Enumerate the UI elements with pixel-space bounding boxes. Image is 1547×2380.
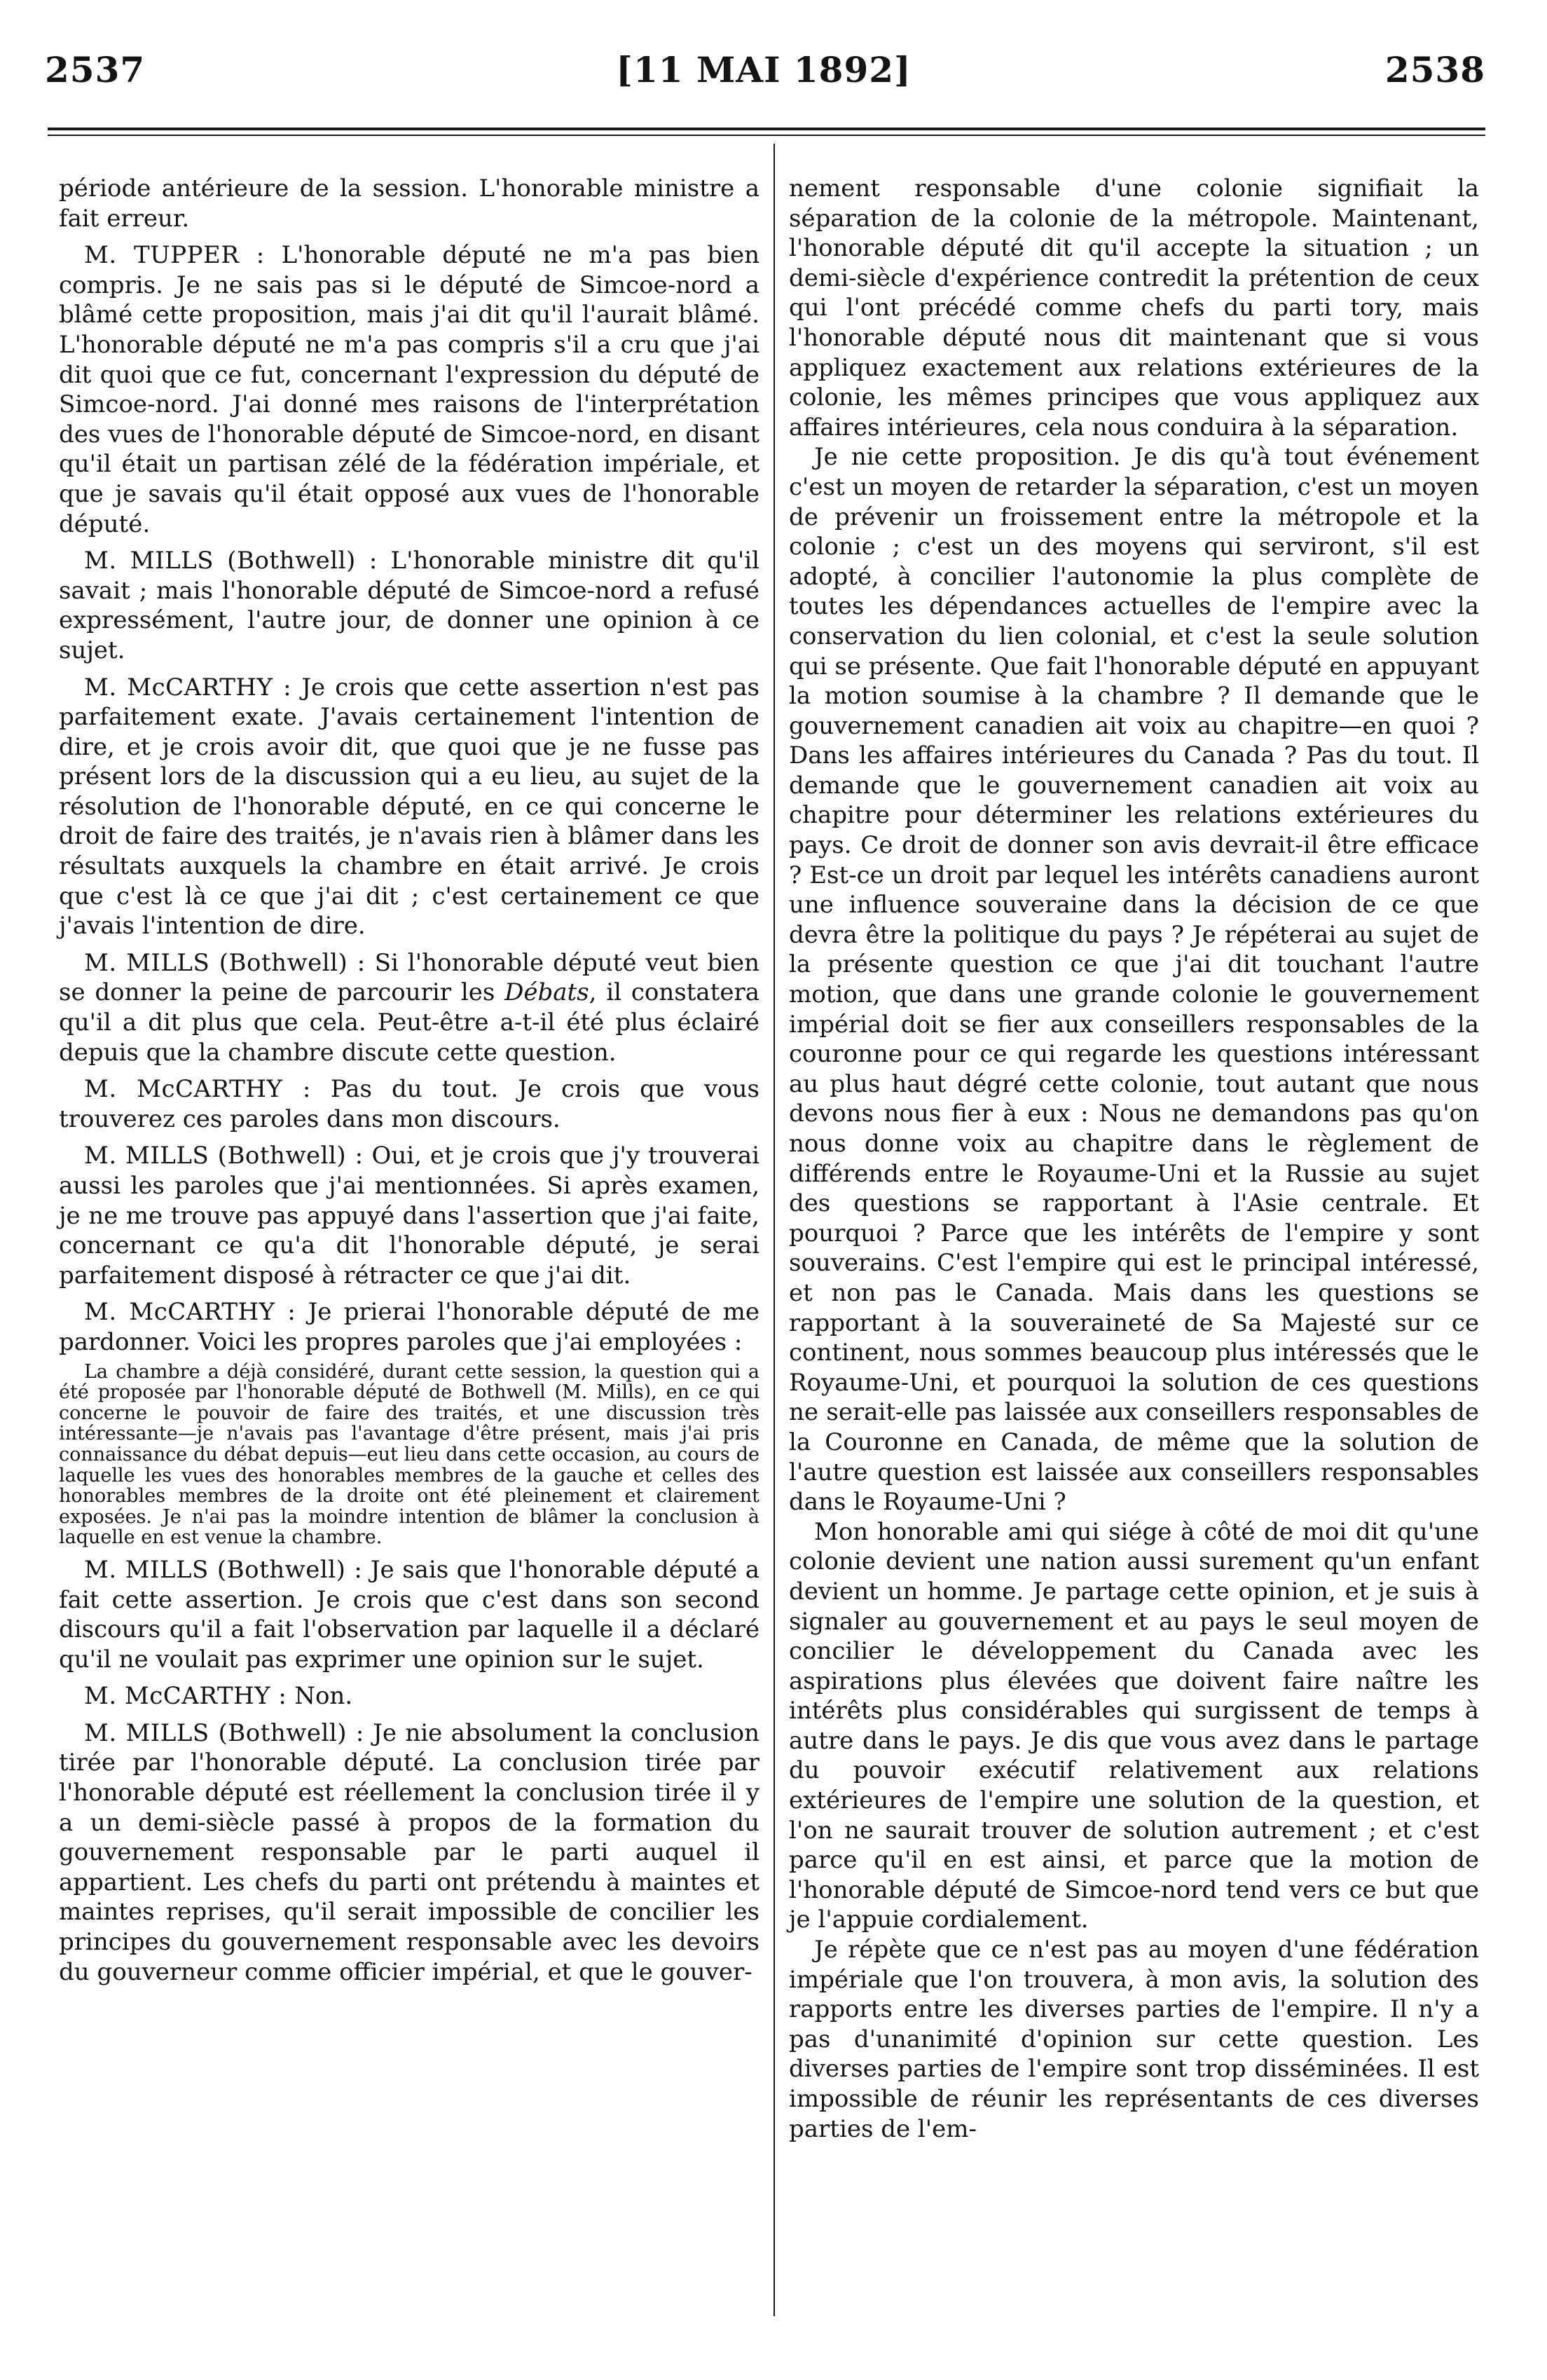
- speaker-name: M. McCARTHY :: [84, 1298, 296, 1327]
- speech-text: L'honorable ministre dit qu'il savait ; mais l'honorable député de Simcoe-nord a refusé expressément, l'autre jour, de donner une opinion à ce sujet.: [59, 547, 759, 664]
- speech-paragraph: [59, 1718, 759, 1987]
- speech-paragraph: [59, 1074, 759, 1134]
- speech-paragraph: [59, 948, 759, 1067]
- speech-text: Si l'honorable député veut bien se donner la peine de parcourir les: [59, 948, 759, 1007]
- speech-paragraph: [59, 1297, 759, 1357]
- speaker-name: M. MILLS (Bothwell) :: [84, 547, 378, 575]
- header-rule-thin: [48, 135, 1485, 136]
- paragraph: Je répète que ce n'est pas au moyen d'une fédération impériale que l'on trouvera, à mon avis, la solution des rapports entre les diverses parties de l'empire. Il n'y a pas d'unanimité d'opinion sur cette question. Les diverses parties de l'empire sont trop disséminées. Il est impossible de réunir les représentants de ces diverses parties de l'em-: [789, 1936, 1479, 2143]
- speech-paragraph: [59, 1555, 759, 1674]
- speech-text: Oui, et je crois que j'y trouverai aussi les paroles que j'ai mentionnées. Si après examen, je ne me trouve pas appuyé dans l'assertion que j'ai faite, concernant ce qu'a dit l'honorable député, je serai parfaitement disposé à rétracter ce que j'ai dit.: [59, 1142, 759, 1290]
- speech-text: Je nie absolument la conclusion tirée par l'honorable député. La conclusion tirée par l'honorable député est réellement la conclusion tirée il y a un demi-siècle passé à propos de la formation du gouvernement responsable par le parti auquel il appartient. Les chefs du parti ont prétendu à maintes et maintes reprises, qu'il serait impossible de concilier les principes du gouvernement responsable avec les devoirs du gouverneur comme officier impérial, et que le gouver-: [59, 1718, 759, 1986]
- speaker-name: M. MILLS (Bothwell) :: [84, 1142, 364, 1170]
- block-quotation: La chambre a déjà considéré, durant cette session, la question qui a été proposée par l'honorable député de Bothwell (M. Mills), en ce qui concerne le pouvoir de faire des traités, et une discussion très intéressante—je n'avais pas l'avantage d'être présent, mais j'ai pris connaissance du débat depuis—eut lieu dans cette occasion, au cours de laquelle les vues des honorables membres de la gauche et celles des honorables membres de la droite ont été pleinement et clairement exposées. Je n'ai pas la moindre intention de blâmer la conclusion à laquelle en est venue la chambre.: [59, 1360, 759, 1549]
- header-rule-thick: [48, 128, 1485, 130]
- page-header: [42, 42, 1485, 105]
- speaker-name: M. TUPPER :: [84, 241, 265, 270]
- speech-paragraph: [59, 546, 759, 665]
- speaker-name: M. McCARTHY :: [84, 1075, 311, 1104]
- column-divider: [774, 144, 775, 2316]
- speaker-name: M. MILLS (Bothwell) :: [84, 1718, 364, 1747]
- paragraph: nement responsable d'une colonie signifiait la séparation de la colonie de la métropole. Maintenant, l'honorable député dit qu'il accepte la situation ; un demi-siècle d'expérience contredit la prétention de ceux qui l'ont précédé comme chefs du parti tory, mais l'honorable député nous dit maintenant que si vous appliquez exactement aux relations extérieures de la colonie, les mêmes principes que vous appliquez aux affaires intérieures, cela nous conduira à la séparation.: [789, 175, 1479, 442]
- speech-text: Je prierai l'honorable député de me pardonner. Voici les propres paroles que j'ai employées :: [59, 1298, 760, 1356]
- speech-text: Non.: [287, 1682, 353, 1711]
- right-page-number: 2538: [1384, 49, 1485, 90]
- speech-text: Je crois que cette assertion n'est pas parfaitement exate. J'avais certainement l'intention de dire, et je crois avoir dit, que quoi que je ne fusse pas présent lors de la discussion qui a eu lieu, au sujet de la résolution de l'honorable député, en ce qui concerne le droit de faire des traités, je n'avais rien à blâmer dans les résultats auxquels la chambre en était arrivé. Je crois que c'est là ce que j'ai dit ; c'est certainement ce que j'avais l'intention de dire.: [59, 673, 760, 941]
- speaker-name: M. McCARTHY :: [84, 1682, 287, 1711]
- paragraph: [59, 174, 759, 233]
- speech-text: Pas du tout. Je crois que vous trouverez ces paroles dans mon discours.: [59, 1075, 760, 1133]
- left-column: [59, 174, 759, 1987]
- speaker-name: M. MILLS (Bothwell) :: [84, 948, 366, 977]
- session-date: [11 MAI 1892]: [616, 49, 912, 90]
- speaker-name: M. McCARTHY :: [84, 673, 292, 702]
- right-column: [789, 174, 1479, 2144]
- speech-text-continued: , il constatera qu'il a dit plus que cela. Peut-être a-t-il été plus éclairé depuis que la chambre discute cette question.: [59, 978, 759, 1067]
- italic-title: Débats: [504, 978, 589, 1007]
- paragraph-text: période antérieure de la session. L'honorable ministre a fait erreur.: [59, 175, 759, 233]
- left-page-number: 2537: [45, 49, 146, 90]
- speech-paragraph: [59, 1141, 759, 1290]
- paragraph: Mon honorable ami qui siége à côté de moi dit qu'une colonie devient une nation aussi surement qu'un enfant devient un homme. Je partage cette opinion, et je suis à signaler au gouvernement et au pays le seul moyen de concilier le développement du Canada avec les aspirations plus élevées que doivent faire naître les intérêts plus considérables qui surgissent de temps à autre dans le pays. Je dis que vous avez dans le partage du pouvoir exécutif relativement aux relations extérieures de l'empire une solution de la question, et l'on ne saurait trouver de solution autrement ; et c'est parce qu'il en est ainsi, et parce que la motion de l'honorable député de Simcoe-nord tend vers ce but que je l'appuie cordialement.: [789, 1517, 1479, 1934]
- paragraph: Je nie cette proposition. Je dis qu'à tout événement c'est un moyen de retarder la séparation, c'est un moyen de prévenir un froissement entre la métropole et la colonie ; c'est un des moyens qui serviront, s'il est adopté, à concilier l'autonomie la plus complète de toutes les dépendances actuelles de l'empire avec la conservation du lien colonial, et c'est la seule solution qui se présente. Que fait l'honorable député en appuyant la motion soumise à la chambre ? Il demande que le gouvernement canadien ait voix au chapitre—en quoi ? Dans les affaires intérieures du Canada ? Pas du tout. Il demande que le gouvernement canadien ait voix au chapitre pour déterminer les relations extérieures du pays. Ce droit de donner son avis devrait-il être efficace ? Est-ce un droit par lequel les intérêts canadiens auront une influence souveraine dans la décision de ce que devra être la politique du pays ? Je répéterai au sujet de la présente question ce que j'ai dit touchant l'autre motion, que dans une grande colonie le gouvernement impérial doit se fier aux conseillers responsables de la couronne pour ce qui regarde les questions intéressant au plus haut dégré cette colonie, tout autant que nous devons nous fier à eux : Nous ne demandons pas qu'on nous donne voix au chapitre dans le règlement de différends entre le Royaume-Uni et la Russie au sujet des questions se rapportant à l'Asie centrale. Et pourquoi ? Parce que les intérêts de l'empire y sont souverains. C'est l'empire qui est le principal intéressé, et non pas le Canada. Mais dans les questions se rapportant à la souveraineté de Sa Majesté sur ce continent, nous sommes beaucoup plus intéressés que le Royaume-Uni, et pourquoi la solution de ces questions ne serait-elle pas laissée aux conseillers responsables de la Couronne en Canada, de même que la solution de l'autre question est laissée aux conseillers responsables dans le Royaume-Uni ?: [789, 443, 1479, 1517]
- speech-paragraph: [59, 673, 759, 941]
- speech-text: L'honorable député ne m'a pas bien compris. Je ne sais pas si le député de Simcoe-nord a blâmé cette proposition, mais j'ai dit qu'il l'aurait blâmé. L'honorable député ne m'a pas compris s'il a cru que j'ai dit quoi que ce fut, concernant l'expression du député de Simcoe-nord. J'ai donné mes raisons de l'interprétation des vues de l'honorable député de Simcoe-nord, en disant qu'il était un partisan zélé de la fédération impériale, et que je savais qu'il était opposé aux vues de l'honorable député.: [59, 241, 760, 538]
- speaker-name: M. MILLS (Bothwell) :: [84, 1555, 363, 1584]
- speech-paragraph: [59, 240, 759, 539]
- speech-text: Je sais que l'honorable député a fait cette assertion. Je crois que c'est dans son second discours qu'il a fait l'observation par laquelle il a déclaré qu'il ne voulait pas exprimer une opinion sur le sujet.: [59, 1555, 759, 1674]
- speech-paragraph: [59, 1681, 759, 1711]
